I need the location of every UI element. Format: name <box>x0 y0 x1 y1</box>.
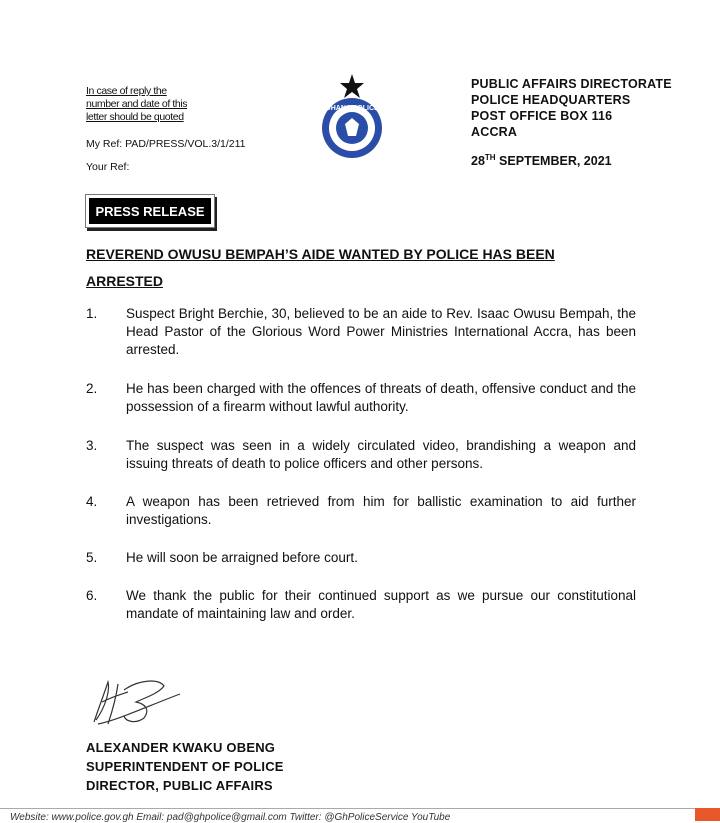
paragraph-number: 6. <box>86 588 98 603</box>
signatory-rank: SUPERINTENDENT OF POLICE <box>86 759 284 774</box>
my-reference: My Ref: PAD/PRESS/VOL.3/1/211 <box>86 138 246 150</box>
paragraph-6 <box>86 587 646 623</box>
paragraph-text: We thank the public for their continued support as we pursue our constitutional mandate of maintaining law and order. <box>126 588 636 621</box>
reply-note-line-1: In case of reply the <box>86 85 167 97</box>
signatory-name: ALEXANDER KWAKU OBENG <box>86 740 276 755</box>
paragraph-number: 5. <box>86 550 98 565</box>
footer-divider <box>0 808 720 809</box>
address-line-3: POST OFFICE BOX 116 <box>471 109 613 123</box>
date-suffix: TH <box>484 153 496 162</box>
release-date <box>471 153 612 168</box>
paragraph-4 <box>86 493 646 529</box>
paragraph-number: 1. <box>86 306 98 321</box>
ghana-police-logo-icon <box>312 74 392 160</box>
handwritten-signature-icon <box>88 676 188 728</box>
date-rest: SEPTEMBER, 2021 <box>495 154 612 169</box>
footer-badge <box>695 808 720 821</box>
paragraph-1 <box>86 305 646 359</box>
headline: REVEREND OWUSU BEMPAH’S AIDE WANTED BY POLICE HAS BEEN ARRESTED <box>86 246 555 289</box>
press-release-label: PRESS RELEASE <box>89 198 211 224</box>
logo-lettering: GHANA POLICE <box>325 105 379 112</box>
paragraph-text: A weapon has been retrieved from him for ballistic examination to aid further investigations. <box>126 494 636 527</box>
reply-note-line-3: letter should be quoted <box>86 111 184 123</box>
reply-reference-note <box>86 85 196 124</box>
address-line-1: PUBLIC AFFAIRS DIRECTORATE <box>471 77 672 91</box>
date-day: 28 <box>471 154 485 169</box>
paragraph-text: He will soon be arraigned before court. <box>126 550 358 565</box>
paragraph-3 <box>86 437 646 473</box>
paragraph-number: 2. <box>86 381 98 396</box>
paragraph-number: 3. <box>86 438 98 453</box>
paragraph-2 <box>86 380 646 416</box>
reply-note-line-2: number and date of this <box>86 98 188 110</box>
address-line-4: ACCRA <box>471 125 518 139</box>
your-reference: Your Ref: <box>86 161 130 173</box>
footer-contacts: Website: www.police.gov.gh Email: pad@ghpolice@gmail.com Twitter: @GhPoliceService YouTube <box>10 812 451 823</box>
signatory-title: DIRECTOR, PUBLIC AFFAIRS <box>86 778 273 793</box>
paragraph-5 <box>86 549 646 567</box>
signatory-block <box>86 738 284 795</box>
paragraph-text: The suspect was seen in a widely circulated video, brandishing a weapon and issuing threats of death to police officers and other persons. <box>126 438 636 471</box>
address-line-2: POLICE HEADQUARTERS <box>471 93 631 107</box>
paragraph-number: 4. <box>86 494 98 509</box>
paragraph-text: He has been charged with the offences of threats of death, offensive conduct and the possession of a firearm without lawful authority. <box>126 381 636 414</box>
directorate-address <box>471 76 672 140</box>
paragraph-text: Suspect Bright Berchie, 30, believed to be an aide to Rev. Isaac Owusu Bempah, the Head Pastor of the Glorious Word Power Ministries International Accra, has been arrested. <box>126 306 636 357</box>
press-release-label-box <box>85 194 215 228</box>
